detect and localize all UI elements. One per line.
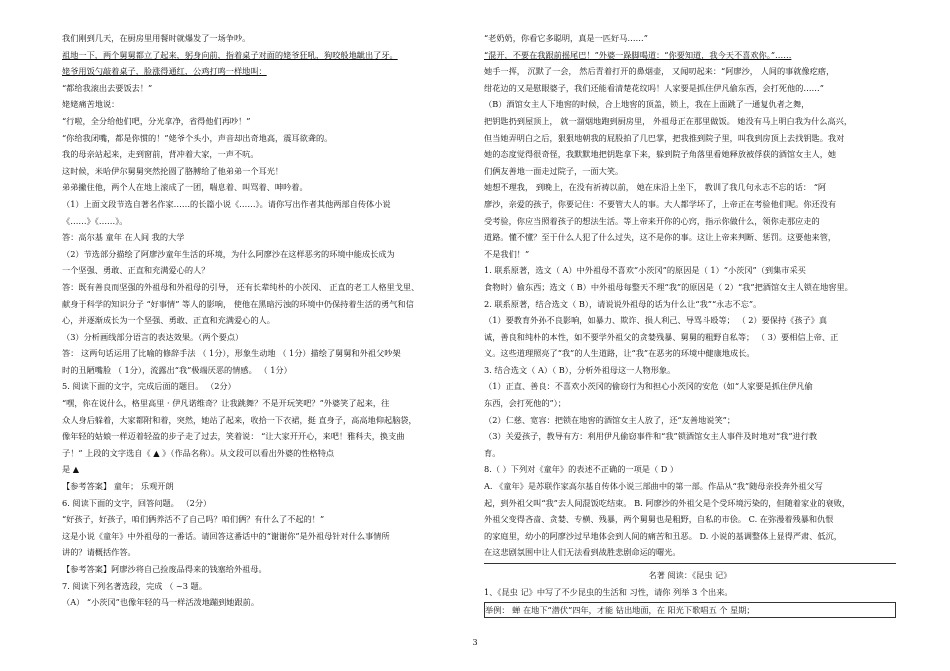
text-line: 姥姥痛苦地说：: [62, 99, 120, 110]
section-divider: [484, 563, 896, 564]
text-line: 外祖父变得吝啬、贪婪、专横、残暴，两个舅舅也是粗野，自私的市侩。 C. 在弥漫着残暴和仇恨: [484, 514, 834, 525]
text-line: 们俩友善地一面走过院子，一面大笑。: [484, 165, 624, 176]
text-line: 把钥匙扔到屋顶上， 就一溜烟地跑到厨房里， 外祖母正在那里做饭。 她没有马上明白我为什么高兴，: [484, 115, 853, 126]
text-line: 答：既有善良而坚强的外祖母和外祖母的引导， 还有长辈纯朴的小茨冈、 正直的老工人格里戈里、: [62, 281, 420, 292]
text-line: 2. 联系原著，结合选文（ B），请说说外祖母的话为什么让“我”“永志不忘”。: [484, 298, 762, 309]
text-line: 献身于科学的知识分子 “好事情” 等人的影响， 使他在黑暗污浊的环境中仍保持着生活的勇气和信: [62, 298, 414, 309]
text-line: （2）仁慈、宽容：把锁在地窖的酒馆女主人放了，还“友善地说笑”；: [484, 414, 736, 425]
text-line: 东西，会打死他的”）；: [484, 398, 566, 409]
text-line: 答： 这两句话运用了比喻的修辞手法 （ 1分），形象生动地 （ 1分）描绘了舅舅和外祖父吵架: [62, 348, 401, 359]
text-line: 1、《昆虫 记》中写了不少昆虫的生活和 习性，请你 列举 3 个出来。: [484, 586, 733, 597]
text-line: （A） “小茨冈”也像年轻的马一样活泼地蹦到她跟前。: [62, 597, 260, 608]
text-line: 姥爷用饭勺敲着桌子，脸涨得通红，公鸡打鸣一样地叫：: [62, 66, 267, 77]
text-line: （1）上面文段节选自著名作家……的长篇小说《……》。请你写出作者其他两部自传体小说: [62, 198, 391, 209]
text-line: 子！” 上段的文字选自《 ▲ 》（作品名称）。从文段可以看出外婆的性格特点: [62, 447, 335, 458]
text-line: 但当她弄明白之后，狠狠地朝我的屁股拍了几巴掌，把我推到院子里，叫我到房顶上去找钥匙。我对: [484, 132, 845, 143]
text-line: 我的母亲站起来，走到窗前，背冲着大家，一声不吭。: [62, 149, 259, 160]
text-line: 祖地一下，两个舅舅都立了起来，躬身向前，指着桌子对面的姥爷狂吼，狗咬般地龇出了牙。: [62, 49, 398, 60]
text-line: 时的丑陋嘴脸 （ 1分），流露出“我”极端厌恶的情感。 （ 1分）: [62, 364, 292, 375]
text-line: 起，到外祖父叫“我”去人间混饭吃结束。 B. 阿廖沙的外祖父是个受环境污染的，但随着家业的衰败，: [484, 497, 851, 508]
text-line: （1）要教育外孙不良影响，如暴力、欺诈、损人利己、导骂斗殴等； （ 2）要保持《孩子》真: [484, 315, 828, 326]
text-line: 心，并逐渐成长为一个坚强、勇敢、正直和充满爱心的人。: [62, 315, 275, 326]
text-line: 育。: [484, 447, 501, 458]
text-line: 一个坚强、勇敢、正直和充满爱心的人？: [62, 265, 210, 276]
text-line: “嘿，你在说什么，格里高里 · 伊凡诺维奇？让我跳舞？不是开玩笑吧？”外婆笑了起来，往: [62, 398, 390, 409]
text-line: 她的态度觉得很奇怪，我默默地把钥匙拿下来，躲到院子角落里看她释放被俘获的酒馆女主人，她: [484, 149, 837, 160]
text-line: 她想不理我， 到晚上，在没有祈祷以前， 她在床沿上坐下， 教训了我几句永志不忘的话： “阿: [484, 182, 827, 193]
text-line: “混开，不要在我跟前摇尾巴！”外婆一跺脚喝道：“你要知道，我今天不喜欢你。”……: [484, 49, 792, 60]
text-line: 8.（ ）下列对《童年》的表述不正确的一项是（ D ）: [484, 464, 679, 475]
text-line: 3. 结合选文（ A）（ B），分析外祖母这一人物形象。: [484, 364, 676, 375]
text-line: “行啦，全分给他们吧，分光拿净，省得他们再吵！”: [62, 115, 251, 126]
text-line: 7. 阅读下列名著选段，完成 （ ~3 题。: [62, 580, 207, 591]
text-line: 像年轻的姑娘一样迈着轻盈的步子走了过去，笑着说： “让大家开开心，来吧！雅科夫，换支曲: [62, 431, 405, 442]
text-line: 的家庭里，幼小的阿廖沙过早地体会到人间的痛苦和丑恶。 D. 小说的基调整体上显得严肃、低沉，: [484, 530, 842, 541]
text-line: 廖沙，亲爱的孩子，你要记住：不要管大人的事。大人都学坏了，上帝正在考验他们呢。你还没有: [484, 198, 837, 209]
text-line: 【参考答案】 童年； 乐观开朗: [62, 481, 174, 492]
text-line: 5. 阅读下面的文字，完成后面的题目。 （2分）: [62, 381, 236, 392]
text-line: 诚，善良和纯朴的本性，如不要学外祖父的贪婪残暴、舅舅的粗野自私等； （ 3）要相信上帝、正: [484, 331, 839, 342]
text-line: 食物时）偷东西；选文（ B）中外祖母每整天不理“我”的原因是（ 2）“我”把酒馆女主人锁在地窖里。: [484, 281, 853, 292]
text-line: 不是我们！”: [484, 248, 530, 259]
text-line: 受考验，你应当照着孩子的想法生活。等上帝来开你的心窍，指示你做什么，领你走那应走的: [484, 215, 820, 226]
text-line: 是 ▲: [62, 464, 80, 475]
text-line: （2）节选部分描绘了阿廖沙童年生活的环境，为什么阿廖沙在这样恶劣的环境中能成长成为: [62, 248, 395, 259]
text-line: 这时候，米哈伊尔舅舅突然抡圆了胳膊给了他弟弟一个耳光！: [62, 165, 284, 176]
text-line: 义。这些道理照亮了“我”的人生道路，让“我”在恶劣的环境中健康地成长。: [484, 348, 755, 359]
text-line: “好孩子，好孩子，咱们俩养活不了自己吗？咱们俩？有什么了不起的！”: [62, 514, 325, 525]
text-line: “都给我滚出去要饭去！”: [62, 82, 153, 93]
text-line: 6. 阅读下面的文字，回答问题。 （2分）: [62, 497, 212, 508]
text-line: （3）关爱孩子，教导有方：利用伊凡偷窃事件和“我”锁酒馆女主人事件及时地对“我”进行教: [484, 431, 818, 442]
text-line: “你给我闭嘴，都是你惯的！”姥爷个头小，声音却出奇地高，震耳欲聋的。: [62, 132, 333, 143]
section-heading: 名著 阅读：《昆虫 记》: [648, 570, 732, 580]
text-line: 她手一挥， 沉默了一会， 然后青着打开的鼻烟壶， 又闻叨起来：“阿廖沙， 人间的事就像疙瘩，: [484, 66, 835, 77]
text-line: 绀花边的又是慰眼婆子，我们还能看清楚花纹吗！人家要是抓住伊凡偷东西，会打死他的……”: [484, 82, 824, 93]
left-column: [62, 30, 462, 611]
text-line: （1）正直、善良：不喜欢小茨冈的偷窃行为和担心小茨冈的安危（如“人家要是抓住伊凡偷: [484, 381, 813, 392]
text-line: 在这悲剧氛围中让人们无法看到战胜悲剧命运的曙光。: [484, 547, 681, 558]
answer-box: 举例： 蝉 在地下“潜伏”四年，才能 钻出地面，在 阳光下歌唱五 个 星期；: [484, 602, 896, 618]
text-line: “老奶奶，你看它多聪明，真是一匹好马……”: [484, 33, 648, 43]
text-line: A. 《童年》是苏联作家高尔基自传体小说三部曲中的第一部。作品从“我”随母亲投奔外祖父写: [484, 481, 823, 492]
text-line: 弟弟撇住他，两个人在地上滚成了一团，喘息着、叫骂着、呻吟着。: [62, 182, 308, 193]
text-line: 众人身后躲着，大家都附和着，突然，她站了起来，收拾一下衣裙，挺 直身子，高高地仰起脑袋，: [62, 414, 417, 425]
text-line: （B）酒馆女主人下地窖的时候，合上地窖的顶盖，锁上，我在上面跳了一通复仇者之舞，: [484, 99, 810, 110]
text-line: 这是小说《童年》中外祖母的一番话。请回答这番话中的“谢谢你”是外祖母针对什么事情所: [62, 530, 390, 541]
text-line: 《……》《……》。: [62, 215, 128, 226]
text-line: （3）分析画线部分语言的表达效果。（两个要点）: [62, 331, 244, 342]
text-line: 1. 联系原著，选文（ A）中外祖母不喜欢“小茨冈”的原因是（ 1）“小茨冈”（到集市采买: [484, 265, 806, 276]
right-column: [484, 30, 896, 618]
text-line: 讲的？请概括作答。: [62, 547, 136, 558]
text-line: 答：高尔基 童年 在人间 我的大学: [62, 232, 185, 243]
page-number: 3: [472, 638, 478, 647]
text-line: 【参考答案】阿廖沙将自己捡废品得来的钱塞给外祖母。: [62, 564, 267, 574]
text-line: 道路。懂不懂？至于什么人犯了什么过失，这不是你的事。这让上帝来判断、惩罚。这要他来管，: [484, 232, 837, 243]
text-line: 我们刚到几天，在厨房里用餐时就爆发了一场争吵。: [62, 33, 251, 43]
